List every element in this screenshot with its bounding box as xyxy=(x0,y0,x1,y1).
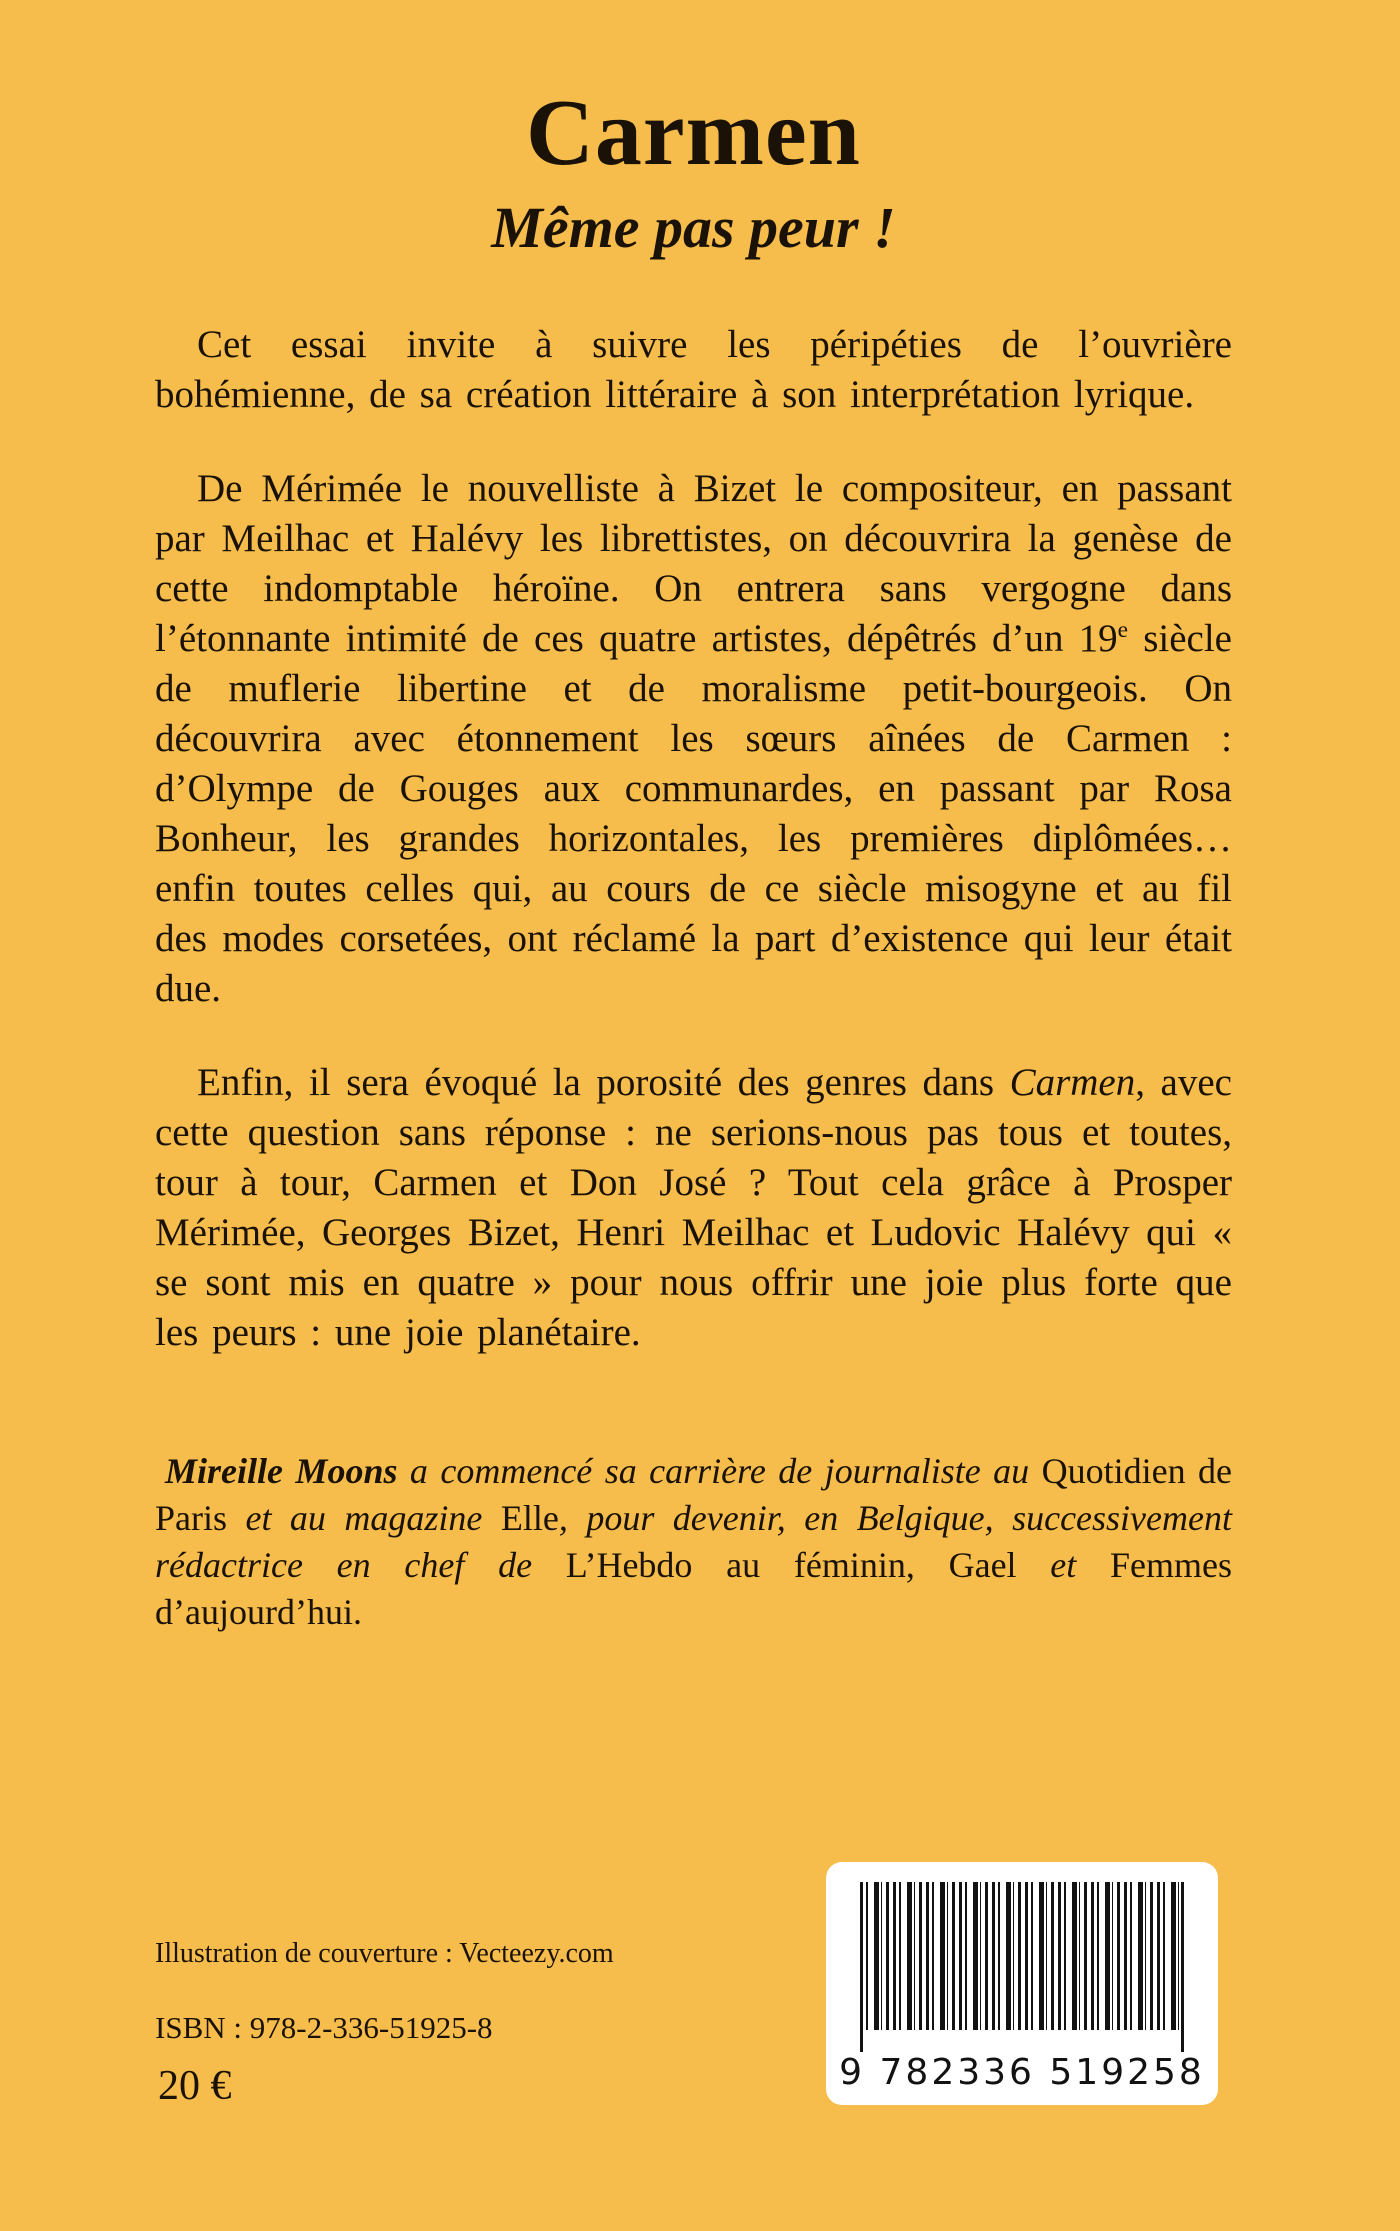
paragraph-1: Cet essai invite à suivre les péripéties de l’ouvrière bohémienne, de sa création littéraire à son interprétation lyrique. xyxy=(155,323,1232,417)
book-title: Carmen xyxy=(526,81,861,185)
synopsis xyxy=(155,320,1232,1358)
barcode xyxy=(826,1862,1218,2105)
text-segment: et au magazine xyxy=(227,1498,501,1539)
superscript-e: e xyxy=(1117,617,1129,644)
price-text: 20 € xyxy=(158,2063,232,2109)
illustration-credit: Illustration de couverture : Vecteezy.com xyxy=(155,1938,614,1969)
barcode-bars xyxy=(860,1882,1184,2030)
text-segment: siècle de muflerie libertine et de moralisme petit-bourgeois. On découvrira avec étonnement les sœurs aînées de Carmen : d’Olympe de Gouges aux communardes, en passant par Rosa Bonheur, les grandes horizontales, les premières diplômées… enfin toutes celles qui, au cours de ce siècle misogyne et au fil des modes corsetées, ont réclamé la part d’existence qui leur était due. xyxy=(155,617,1232,1011)
text-segment: a commencé sa carrière de journaliste au xyxy=(397,1451,1042,1492)
publication-name: Femmes d’aujourd’hui. xyxy=(155,1545,1233,1633)
text-segment: De Mérimée le nouvelliste à Bizet le compositeur, en passant par Meilhac et Halévy les librettistes, on découvrira la genèse de cette indomptable héroïne. On entrera sans vergogne dans l’étonnante intimité de ces quatre artistes, dépêtrés d’un 19 xyxy=(155,467,1232,661)
book-subtitle: Même pas peur ! xyxy=(491,194,896,260)
paragraph-2 xyxy=(155,464,1232,1014)
isbn-text: ISBN : 978-2-336-51925-8 xyxy=(155,2010,493,2045)
book-title-reference: Carmen xyxy=(1009,1061,1136,1105)
publication-name: Gael xyxy=(948,1545,1017,1586)
author-name: Mireille Moons xyxy=(165,1451,398,1492)
publication-name: L’Hebdo au féminin xyxy=(565,1545,906,1586)
text-segment: , avec cette question sans réponse : ne serions-nous pas tous et toutes, tour à tour, Carmen et Don José ? Tout cela grâce à Prosper Mérimée, Georges Bizet, Henri Meilhac et Ludovic Halévy qui « se sont mis en quatre » pour nous offrir une joie plus forte que les peurs : une joie planétaire. xyxy=(155,1061,1232,1355)
text-segment: Enfin, il sera évoqué la porosité des genres dans xyxy=(197,1061,1010,1105)
paragraph-3 xyxy=(155,1058,1232,1358)
publication-name: Quotidien de Paris xyxy=(155,1451,1232,1539)
publication-name: Elle xyxy=(500,1498,559,1539)
text-segment: , pour devenir, en Belgique, successivement rédactrice en chef de xyxy=(155,1498,1232,1586)
author-bio xyxy=(155,1448,1232,1636)
barcode-number: 9 782336 519258 xyxy=(839,2052,1205,2093)
text-segment: et xyxy=(1016,1545,1111,1586)
text-segment: , xyxy=(905,1545,949,1586)
